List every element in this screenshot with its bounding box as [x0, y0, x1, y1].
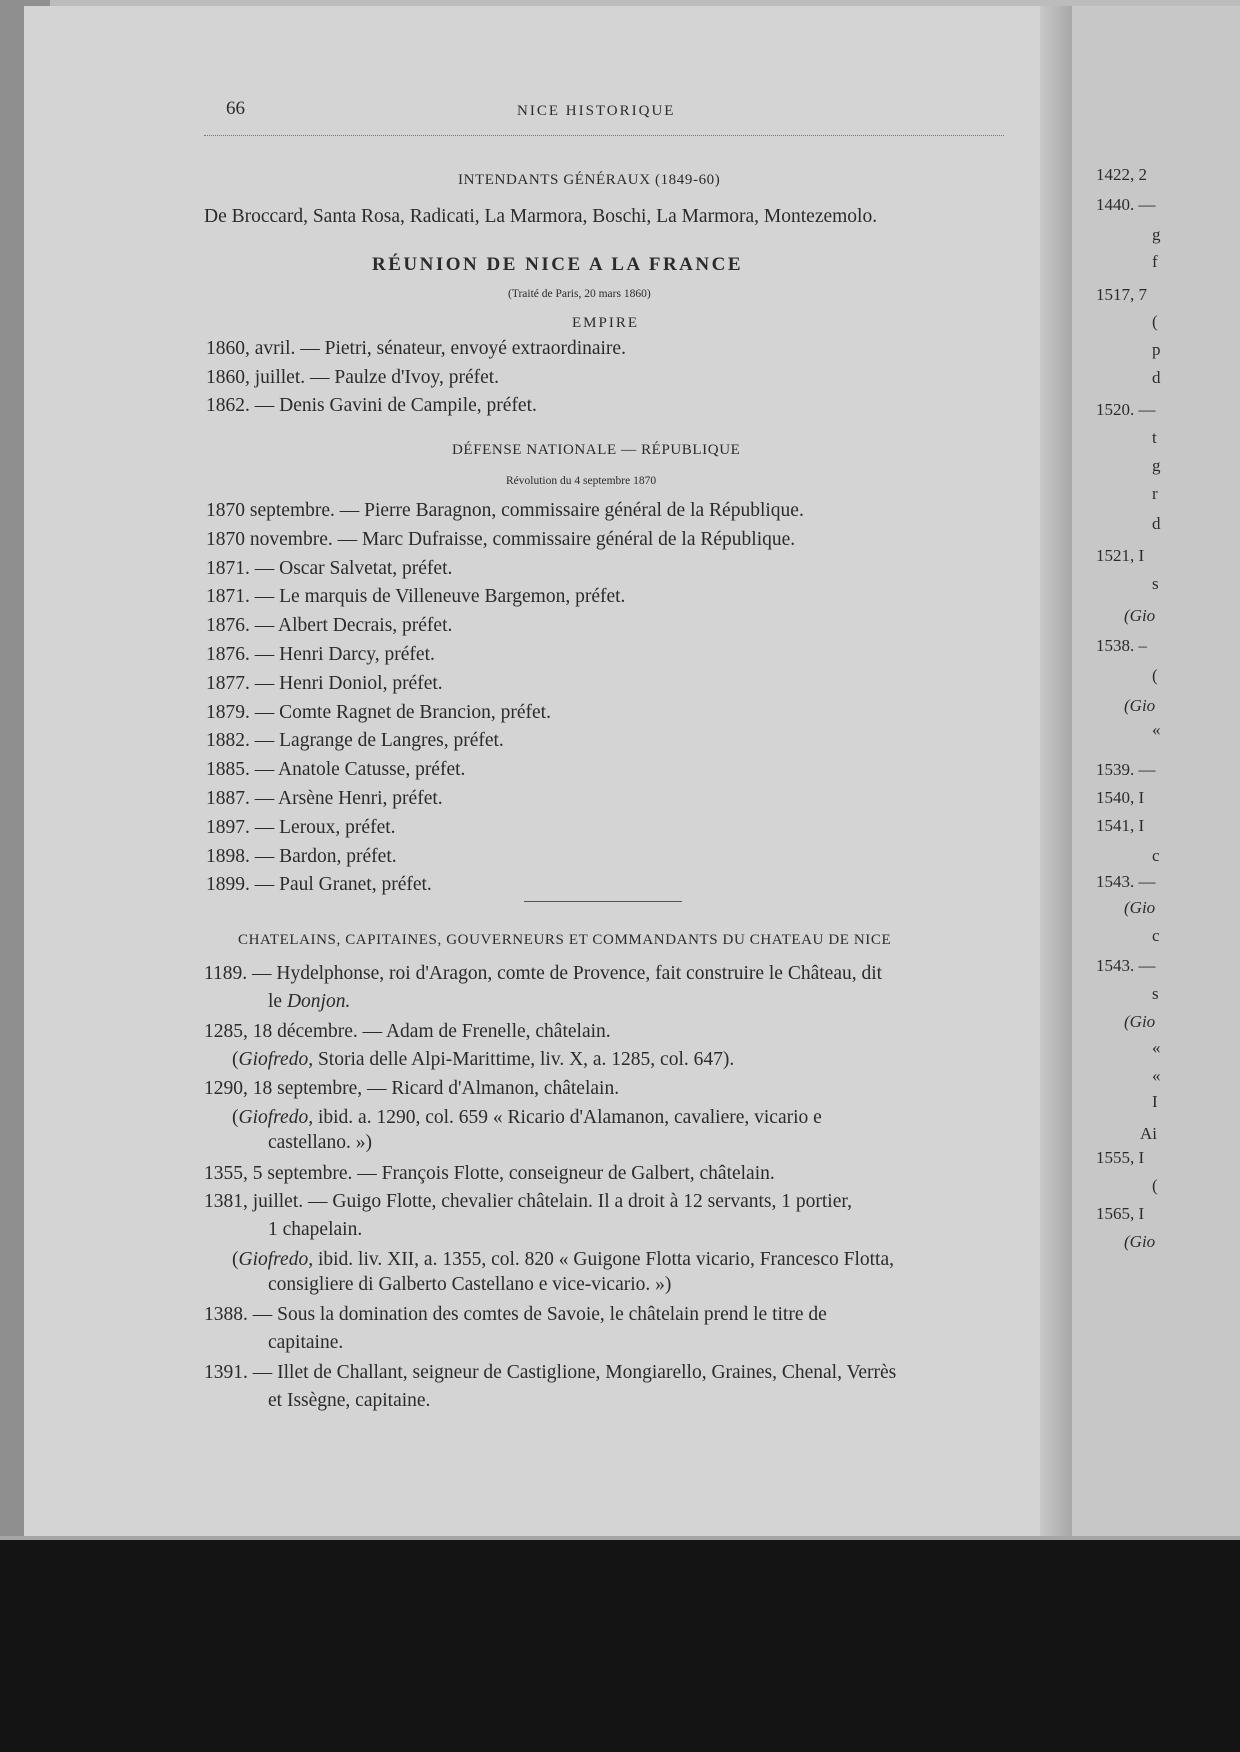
intendants-heading: INTENDANTS GÉNÉRAUX (1849-60) — [458, 172, 721, 188]
facing-page-text: d — [1152, 514, 1161, 533]
list-item: 1897. — Leroux, préfet. — [206, 816, 396, 838]
list-item: 1862. — Denis Gavini de Campile, préfet. — [206, 395, 537, 416]
running-title: NICE HISTORIQUE — [517, 103, 676, 119]
intendants-line: De Broccard, Santa Rosa, Radicati, La Marmora, Boschi, La Marmora, Montezemolo. — [204, 206, 878, 227]
facing-page-text: p — [1152, 340, 1161, 359]
scan-bottom-border — [0, 1540, 1240, 1752]
facing-page-text: Ai — [1140, 1124, 1157, 1143]
facing-page-text: g — [1152, 225, 1161, 244]
facing-page-text: 1440. — — [1096, 195, 1156, 214]
section-rule — [524, 901, 682, 902]
facing-page-fragment — [1072, 6, 1240, 1541]
facing-page-text: (Gio — [1124, 898, 1156, 917]
facing-page-text: (Gio — [1124, 606, 1156, 625]
defense-heading: DÉFENSE NATIONALE — RÉPUBLIQUE — [452, 442, 741, 458]
list-item: 1860, avril. — Pietri, sénateur, envoyé extraordinaire. — [206, 338, 626, 359]
list-item: 1871. — Le marquis de Villeneuve Bargemon, préfet. — [206, 586, 626, 608]
facing-page-text: ( — [1152, 312, 1158, 331]
list-item: 1887. — Arsène Henri, préfet. — [206, 788, 443, 809]
list-item: 1885. — Anatole Catusse, préfet. — [206, 759, 466, 781]
entry-1189-line2: le Donjon. — [268, 991, 351, 1012]
entry-1290: 1290, 18 septembre, — Ricard d'Almanon, châtelain. — [204, 1078, 620, 1099]
facing-page-text: 1541, I — [1096, 816, 1145, 835]
list-item: 1870 septembre. — Pierre Baragnon, commissaire général de la République. — [206, 500, 804, 521]
list-item: 1898. — Bardon, préfet. — [206, 845, 397, 867]
facing-page-text: d — [1152, 368, 1161, 387]
citation-1290-line1: (Giofredo, ibid. a. 1290, col. 659 « Ricario d'Alamanon, cavaliere, vicario e — [232, 1107, 822, 1128]
list-item: 1882. — Lagrange de Langres, préfet. — [206, 730, 504, 752]
facing-page-text: 1543. — — [1096, 956, 1156, 975]
facing-page-text: « — [1152, 1066, 1161, 1085]
facing-page-text: I — [1152, 1092, 1158, 1111]
facing-page-text: c — [1152, 926, 1160, 945]
entry-1391-line1: 1391. — Illet de Challant, seigneur de Castiglione, Mongiarello, Graines, Chenal, Verrès — [204, 1362, 897, 1383]
facing-page-text: s — [1152, 574, 1159, 593]
facing-page-text: « — [1152, 1038, 1161, 1057]
revolution-subheading: Révolution du 4 septembre 1870 — [506, 475, 657, 487]
treaty-subheading: (Traité de Paris, 20 mars 1860) — [508, 288, 651, 300]
entry-1381-line2: 1 chapelain. — [268, 1219, 363, 1240]
entry-1381-line1: 1381, juillet. — Guigo Flotte, chevalier châtelain. Il a droit à 12 servants, 1 portier, — [204, 1191, 852, 1212]
facing-page-text: 1565, I — [1096, 1204, 1145, 1223]
entry-1388-line1: 1388. — Sous la domination des comtes de Savoie, le châtelain prend le titre de — [204, 1304, 827, 1325]
list-item: 1879. — Comte Ragnet de Brancion, préfet. — [206, 701, 551, 723]
header-rule — [204, 135, 1004, 136]
page-number: 66 — [226, 98, 245, 119]
facing-page-text: s — [1152, 984, 1159, 1003]
entry-1355: 1355, 5 septembre. — François Flotte, conseigneur de Galbert, châtelain. — [204, 1163, 775, 1184]
facing-page-text: 1520. — — [1096, 400, 1156, 419]
list-item: 1877. — Henri Doniol, préfet. — [206, 672, 443, 694]
facing-page-text: ( — [1152, 1176, 1158, 1195]
facing-page-text: c — [1152, 846, 1160, 865]
list-item: 1899. — Paul Granet, préfet. — [206, 874, 432, 896]
facing-page-text: « — [1152, 720, 1161, 739]
entry-1189-line1: 1189. — Hydelphonse, roi d'Aragon, comte de Provence, fait construire le Château, dit — [204, 963, 883, 984]
chatelains-heading: CHATELAINS, CAPITAINES, GOUVERNEURS ET COMMANDANTS DU CHATEAU DE NICE — [238, 932, 892, 948]
facing-page-text: ( — [1152, 666, 1158, 685]
list-item: 1871. — Oscar Salvetat, préfet. — [206, 557, 453, 579]
list-item: 1876. — Henri Darcy, préfet. — [206, 644, 435, 665]
entry-1285: 1285, 18 décembre. — Adam de Frenelle, châtelain. — [204, 1021, 611, 1042]
list-item: 1876. — Albert Decrais, préfet. — [206, 615, 453, 637]
facing-page-text: 1538. – — [1096, 636, 1147, 655]
citation-1285: (Giofredo, Storia delle Alpi-Marittime, liv. X, a. 1285, col. 647). — [232, 1049, 735, 1070]
facing-page-text: 1422, 2 — [1096, 165, 1147, 184]
empire-heading: EMPIRE — [572, 315, 640, 331]
facing-page-text: 1555, I — [1096, 1148, 1145, 1167]
citation-1381-line1: (Giofredo, ibid. liv. XII, a. 1355, col. 820 « Guigone Flotta vicario, Francesco Flotta, — [232, 1249, 895, 1270]
entry-1391-line2: et Issègne, capitaine. — [268, 1390, 431, 1411]
facing-page-text: 1540, I — [1096, 788, 1145, 807]
facing-page-text: f — [1152, 252, 1158, 271]
facing-page-text: t — [1152, 428, 1157, 447]
facing-page-text: (Gio — [1124, 1232, 1156, 1251]
list-item: 1860, juillet. — Paulze d'Ivoy, préfet. — [206, 366, 500, 388]
list-item: 1870 novembre. — Marc Dufraisse, commissaire général de la République. — [206, 528, 796, 550]
facing-page-text: 1539. — — [1096, 760, 1156, 779]
facing-page-text: r — [1152, 484, 1158, 503]
entry-1388-line2: capitaine. — [268, 1332, 344, 1353]
facing-page-text: 1521, I — [1096, 546, 1145, 565]
facing-page-text: (Gio — [1124, 696, 1156, 715]
facing-page-text: 1517, 7 — [1096, 285, 1147, 304]
facing-page-text: g — [1152, 456, 1161, 475]
reunion-heading: RÉUNION DE NICE A LA FRANCE — [372, 254, 744, 275]
citation-1381-line2: consigliere di Galberto Castellano e vice-vicario. ») — [268, 1274, 672, 1295]
facing-page-text: (Gio — [1124, 1012, 1156, 1031]
facing-page-text: 1543. — — [1096, 872, 1156, 891]
citation-1290-line2: castellano. ») — [268, 1132, 372, 1153]
